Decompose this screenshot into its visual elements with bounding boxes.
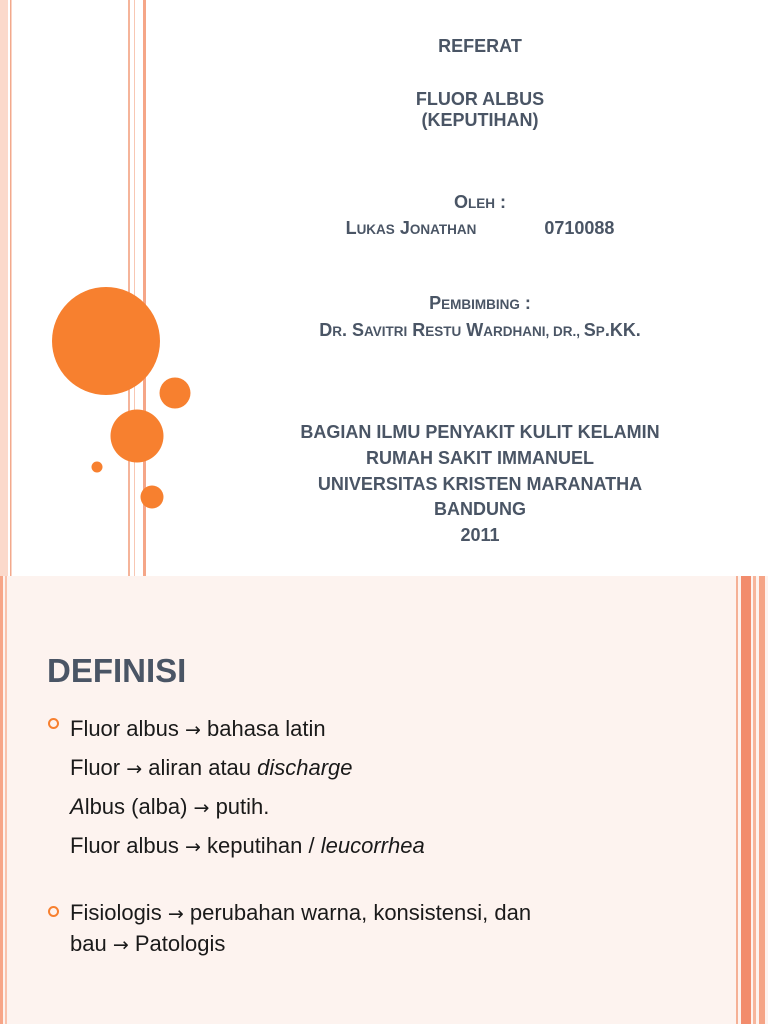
right-rule-1 [736, 576, 738, 1024]
oleh-label: OLEH : [453, 192, 506, 212]
tiny-circle [92, 462, 103, 473]
left-border-thin [5, 576, 7, 1024]
bullet-line: Fluor albus → keputihan / leucorrhea [70, 833, 425, 858]
arrow-right-icon: → [193, 797, 210, 819]
bullet-circle-icon [48, 718, 59, 729]
bullet-line: Fluor → aliran atau discharge [70, 755, 353, 780]
left-stripe-light [0, 0, 8, 576]
author-line [190, 218, 768, 240]
bullet-circle-icon [48, 906, 59, 917]
institution-line-3: UNIVERSITAS KRISTEN MARANATHA [317, 474, 643, 494]
right-rule-2 [741, 576, 751, 1024]
arrow-right-icon: → [184, 719, 201, 741]
arrow-right-icon: → [126, 758, 143, 780]
bullet-definition [47, 710, 667, 866]
author-name: LUKAS JONATHAN [345, 218, 477, 238]
slide-title: DEFINISI [47, 652, 187, 689]
institution-year: 2011 [460, 525, 500, 545]
referat-label: REFERAT [438, 36, 522, 56]
arrow-right-icon: → [112, 934, 129, 956]
small-circle-bottom [141, 486, 164, 509]
medium-circle [111, 410, 164, 463]
title-line-1: FLUOR ALBUS [415, 89, 545, 109]
institution-line-2: RUMAH SAKIT IMMANUEL [366, 448, 594, 468]
bullet-physiological [47, 898, 667, 960]
advisor-name: DR. SAVITRI RESTU WARDHANI, DR., SP.KK. [319, 320, 641, 340]
student-id: 0710088 [544, 218, 615, 238]
arrow-right-icon: → [167, 903, 184, 925]
title-line-2: (KEPUTIHAN) [421, 110, 539, 130]
right-rule-3 [753, 576, 756, 1024]
institution-city: BANDUNG [434, 499, 526, 519]
vertical-rule-2 [134, 0, 135, 576]
bullet-line: Fluor albus → bahasa latin [70, 716, 326, 741]
right-rule-4 [759, 576, 765, 1024]
arrow-right-icon: → [184, 836, 201, 858]
institution-line-1: BAGIAN ILMU PENYAKIT KULIT KELAMIN [300, 422, 660, 442]
left-border-stripe [0, 576, 3, 1024]
bullet-line: Albus (alba) → putih. [70, 794, 270, 819]
vertical-rule-1 [128, 0, 130, 576]
left-stripe-thin [10, 0, 12, 576]
small-circle-right [160, 378, 191, 409]
pembimbing-label: PEMBIMBING : [429, 293, 531, 313]
bullet-line: bau → Patologis [70, 931, 226, 956]
definition-slide [0, 576, 768, 1024]
large-circle [52, 287, 160, 395]
bullet-line: Fisiologis → perubahan warna, konsistensi, dan [70, 900, 532, 925]
